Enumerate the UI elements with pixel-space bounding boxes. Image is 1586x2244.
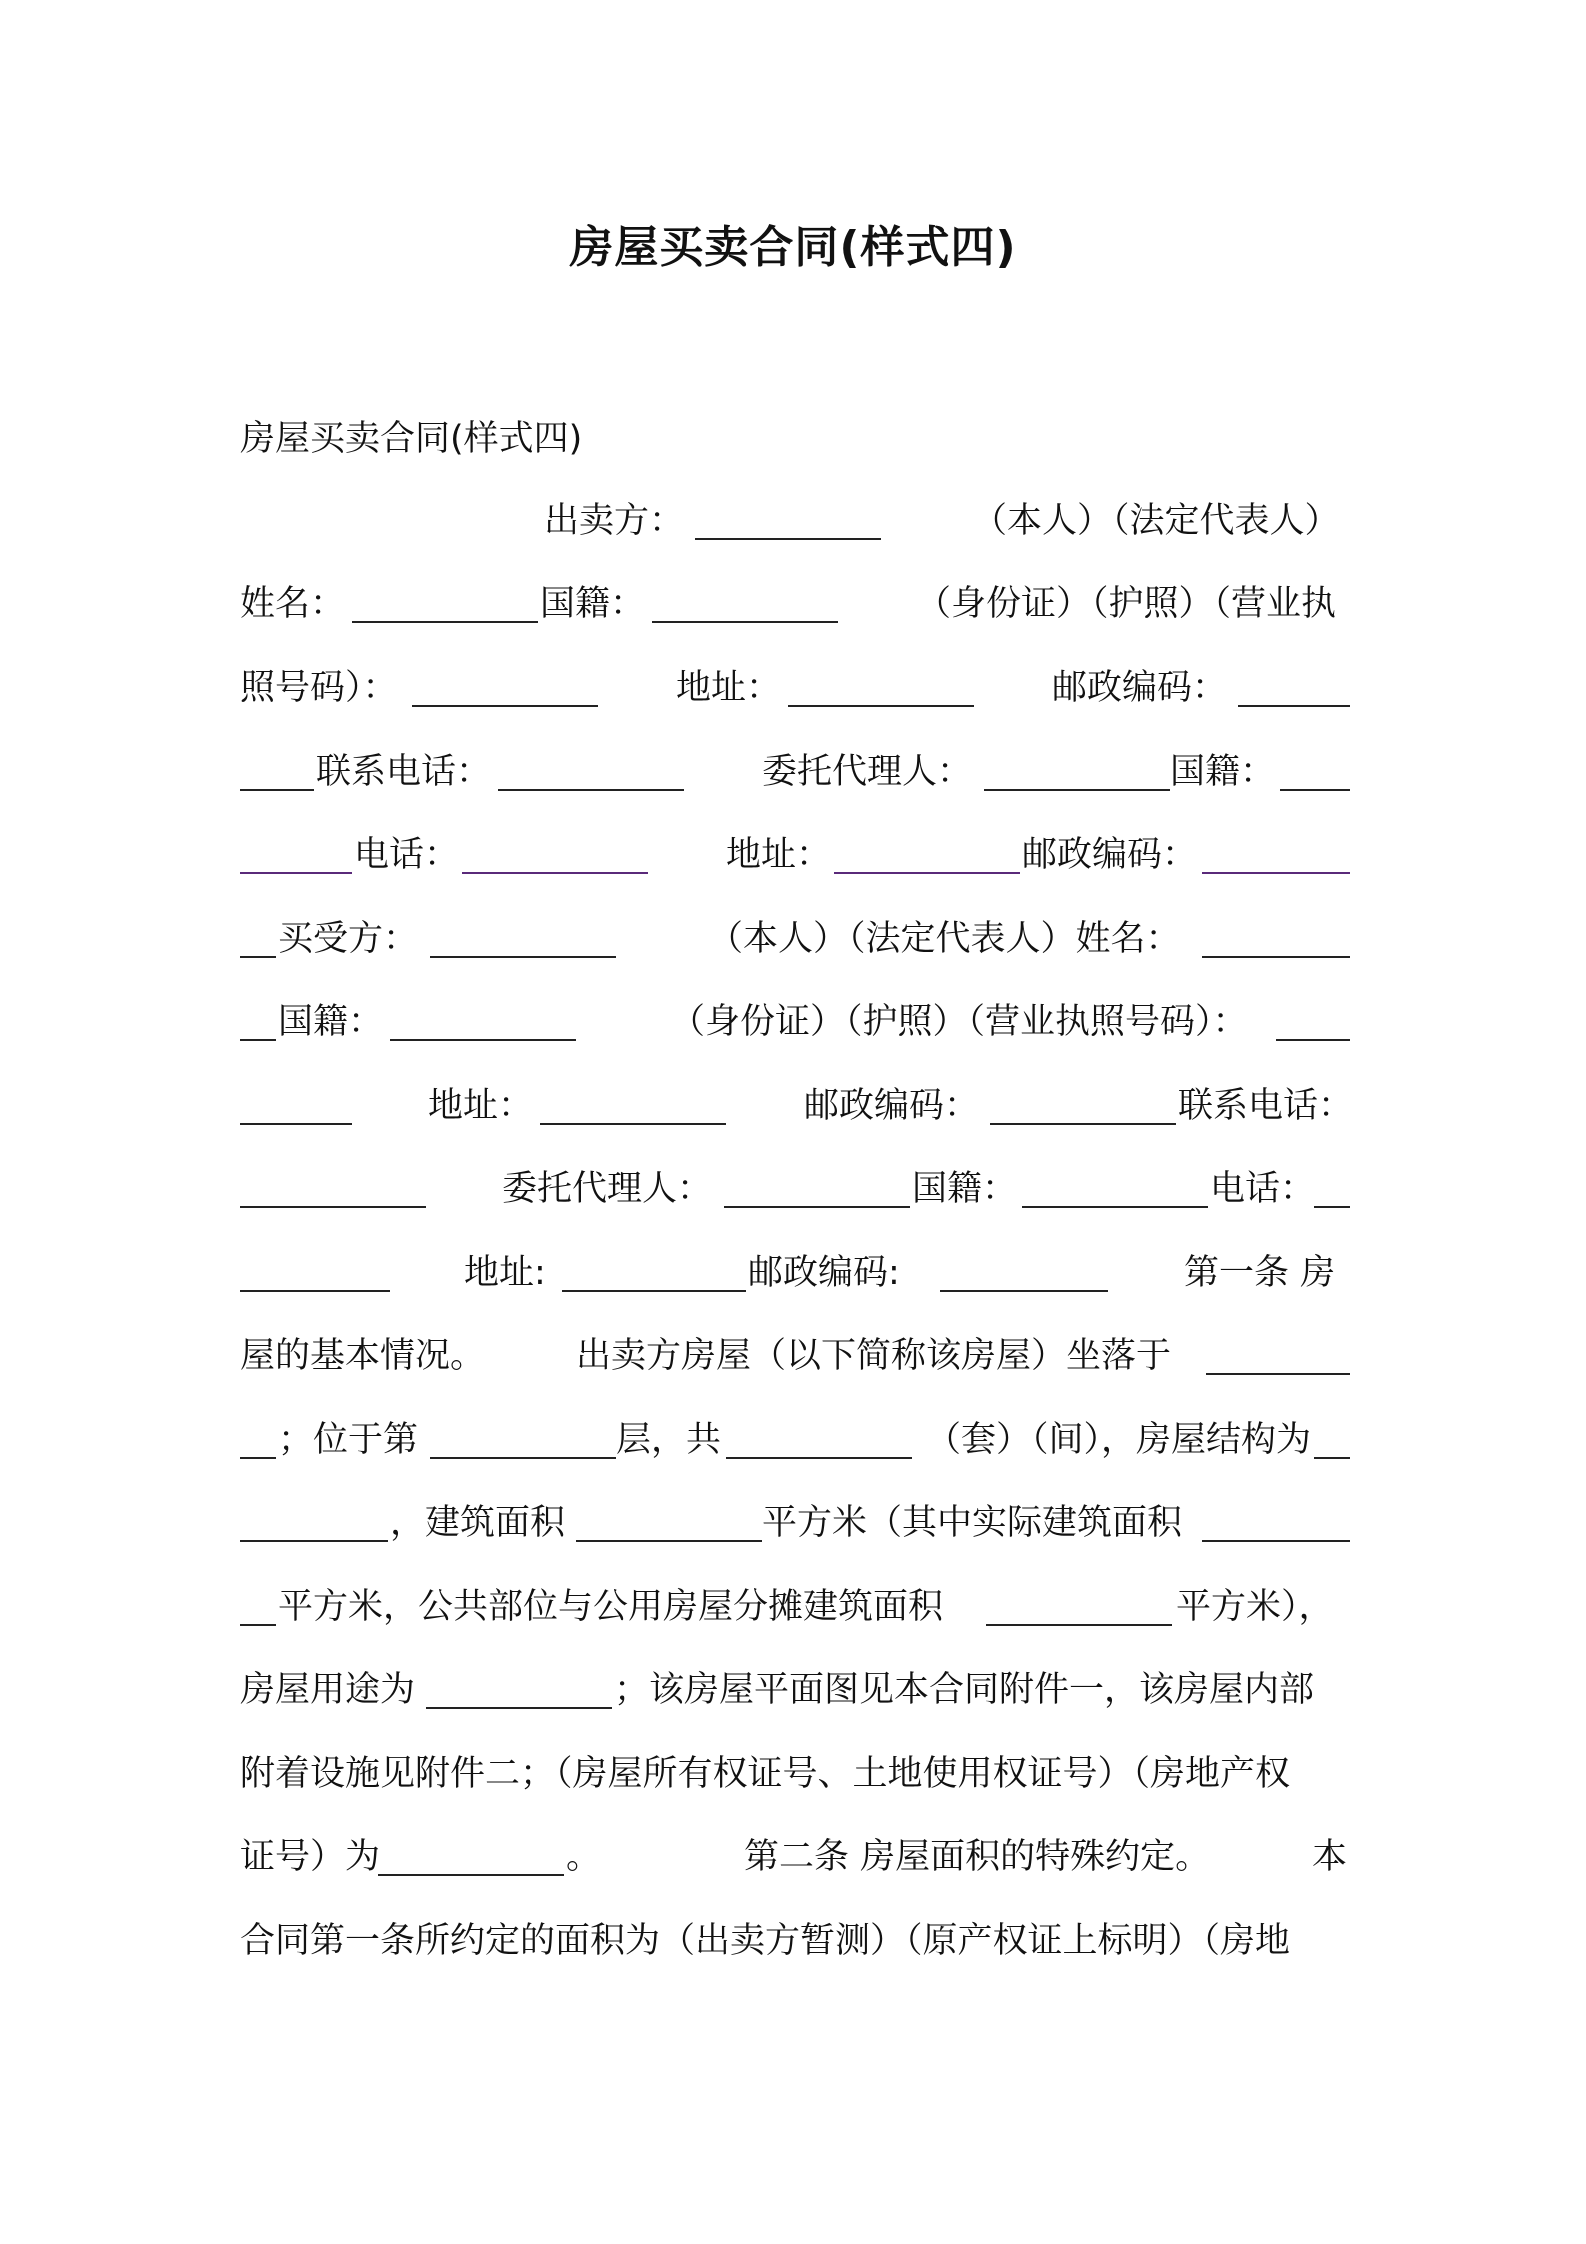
seller-agent-address-label: 地址： bbox=[726, 835, 832, 875]
seller-nationality-label: 国籍： bbox=[540, 584, 646, 624]
seller-phone-label: 联系电话： bbox=[316, 752, 492, 792]
document-subtitle: 房屋买卖合同(样式四) bbox=[240, 419, 583, 459]
seller-agent-blank[interactable] bbox=[984, 789, 1170, 791]
buyer-phone-label: 联系电话： bbox=[1178, 1086, 1354, 1126]
article-one-title: 屋的基本情况。 bbox=[240, 1336, 486, 1376]
buyer-agent-blank[interactable] bbox=[724, 1206, 910, 1208]
certificate-number-label: 证号）为 bbox=[240, 1837, 381, 1877]
seller-name-blank[interactable] bbox=[352, 621, 538, 623]
buyer-name-blank[interactable] bbox=[1202, 956, 1350, 958]
usage-blank[interactable] bbox=[426, 1707, 612, 1709]
buyer-agent-postcode-blank[interactable] bbox=[940, 1290, 1108, 1292]
total-floors-blank[interactable] bbox=[726, 1457, 912, 1459]
shared-area-label: 平方米，公共部位与公用房屋分摊建筑面积 bbox=[278, 1587, 944, 1627]
seller-agent-address-blank[interactable] bbox=[834, 872, 1020, 874]
buyer-postcode-blank[interactable] bbox=[990, 1123, 1176, 1125]
structure-blank[interactable] bbox=[1314, 1457, 1350, 1459]
buyer-agent-label: 委托代理人： bbox=[502, 1169, 713, 1209]
actual-area-label: 平方米（其中实际建筑面积 bbox=[762, 1503, 1183, 1543]
seller-phone-blank[interactable] bbox=[498, 789, 684, 791]
seller-id-number-blank[interactable] bbox=[412, 705, 598, 707]
article-one-heading: 第一条 房 bbox=[1184, 1253, 1336, 1293]
buyer-agent-phone-blank[interactable] bbox=[1314, 1206, 1350, 1208]
seller-agent-postcode-blank-cont[interactable] bbox=[240, 956, 276, 958]
shared-area-blank[interactable] bbox=[986, 1624, 1172, 1626]
seller-name-label: 姓名： bbox=[240, 584, 346, 624]
property-location-blank[interactable] bbox=[1206, 1373, 1350, 1375]
seller-postcode-blank[interactable] bbox=[1238, 705, 1350, 707]
property-location-label: 出卖方房屋（以下简称该房屋）坐落于 bbox=[576, 1336, 1172, 1376]
certificate-number-blank[interactable] bbox=[378, 1874, 564, 1876]
article-two-heading: 第二条 房屋面积的特殊约定。 bbox=[744, 1837, 1211, 1877]
seller-capacity-text: （本人）（法定代表人） bbox=[972, 501, 1340, 541]
seller-address-blank[interactable] bbox=[788, 705, 974, 707]
buyer-postcode-label: 邮政编码： bbox=[804, 1086, 980, 1126]
actual-area-blank[interactable] bbox=[1202, 1540, 1350, 1542]
article-two-text-start: 本 bbox=[1312, 1837, 1348, 1877]
seller-agent-postcode-blank[interactable] bbox=[1202, 872, 1350, 874]
buyer-blank[interactable] bbox=[430, 956, 616, 958]
seller-id-number-label: 照号码）： bbox=[240, 668, 398, 708]
buyer-nationality-label: 国籍： bbox=[278, 1002, 384, 1042]
buyer-name-blank-cont[interactable] bbox=[240, 1039, 276, 1041]
building-area-label: ，建筑面积 bbox=[390, 1503, 566, 1543]
buyer-agent-nationality-blank[interactable] bbox=[1022, 1206, 1208, 1208]
seller-label: 出卖方： bbox=[544, 501, 685, 541]
buyer-id-number-blank-cont[interactable] bbox=[240, 1123, 352, 1125]
seller-agent-nationality-blank-cont[interactable] bbox=[240, 872, 352, 874]
buyer-capacity-text: （本人）（法定代表人）姓名： bbox=[708, 919, 1181, 959]
buyer-agent-phone-label: 电话： bbox=[1210, 1169, 1316, 1209]
seller-agent-nationality-label: 国籍： bbox=[1170, 752, 1276, 792]
area-definition-text: 合同第一条所约定的面积为（出卖方暂测）（原产权证上标明）（房地 bbox=[240, 1921, 1291, 1961]
seller-id-type-text: （身份证）（护照）（营业执 bbox=[916, 584, 1337, 624]
seller-agent-phone-label: 电话： bbox=[354, 835, 460, 875]
floor-label: ；位于第 bbox=[278, 1420, 419, 1460]
building-area-blank[interactable] bbox=[576, 1540, 762, 1542]
actual-area-blank-cont[interactable] bbox=[240, 1624, 276, 1626]
buyer-id-number-blank[interactable] bbox=[1276, 1039, 1350, 1041]
buyer-id-type-text: （身份证）（护照）（营业执照号码）： bbox=[670, 1002, 1248, 1042]
buyer-agent-postcode-label: 邮政编码: bbox=[748, 1253, 900, 1293]
buyer-agent-address-label: 地址: bbox=[464, 1253, 546, 1293]
seller-postcode-blank-cont[interactable] bbox=[240, 789, 314, 791]
seller-nationality-blank[interactable] bbox=[652, 621, 838, 623]
buyer-agent-address-blank[interactable] bbox=[562, 1290, 746, 1292]
seller-blank[interactable] bbox=[695, 538, 881, 540]
usage-label: 房屋用途为 bbox=[240, 1670, 416, 1710]
seller-agent-nationality-blank[interactable] bbox=[1280, 789, 1350, 791]
floor-plan-text: ；该房屋平面图见本合同附件一，该房屋内部 bbox=[614, 1670, 1315, 1710]
buyer-address-blank[interactable] bbox=[540, 1123, 726, 1125]
seller-address-label: 地址： bbox=[676, 668, 782, 708]
shared-area-unit: 平方米）， bbox=[1176, 1587, 1334, 1627]
total-floors-label: 层，共 bbox=[616, 1420, 722, 1460]
buyer-agent-phone-blank-cont[interactable] bbox=[240, 1290, 390, 1292]
seller-agent-label: 委托代理人： bbox=[762, 752, 973, 792]
seller-agent-phone-blank[interactable] bbox=[462, 872, 648, 874]
structure-label: （套）（间），房屋结构为 bbox=[926, 1420, 1312, 1460]
property-location-blank-cont[interactable] bbox=[240, 1457, 276, 1459]
sentence-end: 。 bbox=[566, 1837, 602, 1877]
structure-blank-cont[interactable] bbox=[240, 1540, 388, 1542]
buyer-nationality-blank[interactable] bbox=[390, 1039, 576, 1041]
buyer-label: 买受方： bbox=[278, 919, 419, 959]
buyer-agent-nationality-label: 国籍： bbox=[912, 1169, 1018, 1209]
page-title: 房屋买卖合同(样式四) bbox=[569, 222, 1017, 273]
buyer-address-label: 地址： bbox=[428, 1086, 534, 1126]
facilities-text: 附着设施见附件二；（房屋所有权证号、土地使用权证号）（房地产权 bbox=[240, 1754, 1291, 1794]
seller-agent-postcode-label: 邮政编码： bbox=[1022, 835, 1198, 875]
floor-blank[interactable] bbox=[430, 1457, 616, 1459]
seller-postcode-label: 邮政编码： bbox=[1052, 668, 1228, 708]
buyer-phone-blank[interactable] bbox=[240, 1206, 426, 1208]
